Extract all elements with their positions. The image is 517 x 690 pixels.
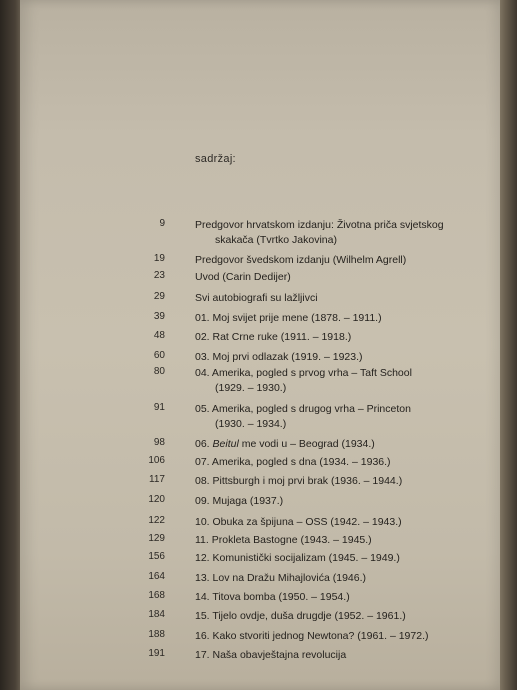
toc-title-line: Uvod (Carin Dedijer) — [195, 271, 291, 283]
toc-entry-title — [195, 590, 475, 605]
toc-title-line: 03. Moj prvi odlazak (1919. – 1923.) — [195, 351, 363, 363]
toc-page-number: 188 — [148, 629, 165, 640]
toc-title-line: 11. Prokleta Bastogne (1943. – 1945.) — [195, 534, 372, 546]
toc-entry-title — [195, 533, 475, 548]
toc-title-line: 15. Tijelo ovdje, duša drugdje (1952. – 1961.) — [195, 610, 406, 622]
toc-title-line: 13. Lov na Dražu Mihajlovića (1946.) — [195, 572, 367, 584]
toc-page-number: 91 — [153, 402, 165, 413]
toc-title-line: 05. Amerika, pogled s drugog vrha – Princeton — [195, 403, 411, 415]
toc-title-line: (1930. – 1934.) — [215, 418, 287, 430]
toc-heading: sadržaj: — [195, 153, 236, 165]
toc-title-line: Predgovor švedskom izdanju (Wilhelm Agrell) — [195, 254, 407, 266]
toc-page-number: 191 — [148, 648, 165, 659]
toc-title-line: Predgovor hrvatskom izdanju: Životna priča svjetskog — [195, 219, 444, 231]
toc-entry-title — [195, 551, 475, 566]
toc-page-number: 164 — [148, 571, 165, 582]
toc-title-line: 02. Rat Crne ruke (1911. – 1918.) — [195, 331, 352, 343]
toc-title-line: 07. Amerika, pogled s dna (1934. – 1936.) — [195, 456, 391, 468]
toc-entry-title — [195, 648, 475, 663]
toc-entry-title — [195, 291, 475, 306]
toc-entry-title — [195, 218, 475, 248]
toc-page-number: 29 — [153, 291, 165, 302]
toc-page-number: 156 — [148, 551, 165, 562]
toc-page-number: 98 — [153, 437, 165, 448]
toc-page-number: 80 — [153, 366, 165, 377]
toc-entry-title — [195, 571, 475, 586]
toc-entry-title — [195, 311, 475, 326]
toc-title-line: 17. Naša obavještajna revolucija — [195, 649, 347, 661]
toc-entry-title — [195, 437, 475, 452]
toc-entry-title — [195, 494, 475, 509]
toc-entry-title — [195, 402, 475, 432]
toc-title-line: skakača (Tvrtko Jakovina) — [215, 234, 337, 246]
toc-title-line: 08. Pittsburgh i moj prvi brak (1936. – 1944.) — [195, 475, 403, 487]
toc-title-line: 06. Beitul me vodi u – Beograd (1934.) — [195, 438, 375, 450]
toc-entry-title — [195, 366, 475, 396]
toc-page-number: 23 — [153, 270, 165, 281]
background-right — [497, 0, 517, 690]
toc-entry-title — [195, 350, 475, 365]
toc-entry-title — [195, 474, 475, 489]
toc-page-number: 117 — [149, 474, 165, 485]
toc-page-number: 168 — [148, 590, 165, 601]
toc-title-line: 16. Kako stvoriti jednog Newtona? (1961. – 1972.) — [195, 630, 429, 642]
book-page — [20, 0, 500, 690]
toc-title-line: 01. Moj svijet prije mene (1878. – 1911.) — [195, 312, 382, 324]
toc-title-line: 09. Mujaga (1937.) — [195, 495, 284, 507]
toc-page-number: 129 — [148, 533, 165, 544]
toc-page-number: 19 — [153, 253, 165, 264]
toc-entry-title — [195, 629, 475, 644]
toc-entry-title — [195, 455, 475, 470]
toc-entry-title — [195, 515, 475, 530]
toc-page-number: 106 — [148, 455, 165, 466]
toc-page-number: 122 — [148, 515, 165, 526]
toc-title-line: 14. Titova bomba (1950. – 1954.) — [195, 591, 350, 603]
toc-page-number: 184 — [148, 609, 165, 620]
toc-title-line: 10. Obuka za špijuna – OSS (1942. – 1943.) — [195, 516, 402, 528]
toc-entry-title — [195, 253, 475, 268]
toc-title-line: 12. Komunistički socijalizam (1945. – 1949.) — [195, 552, 400, 564]
toc-page-number: 39 — [153, 311, 165, 322]
background-left — [0, 0, 22, 690]
toc-page-number: 48 — [153, 330, 165, 341]
toc-page-number: 9 — [159, 218, 165, 229]
toc-entry-title — [195, 330, 475, 345]
toc-entry-title — [195, 270, 475, 285]
toc-page-number: 120 — [148, 494, 165, 505]
toc-title-line: Svi autobiografi su lažljivci — [195, 292, 318, 304]
toc-page-number: 60 — [153, 350, 165, 361]
toc-entry-title — [195, 609, 475, 624]
toc-title-line: (1929. – 1930.) — [215, 382, 287, 394]
toc-title-line: 04. Amerika, pogled s prvog vrha – Taft School — [195, 367, 412, 379]
